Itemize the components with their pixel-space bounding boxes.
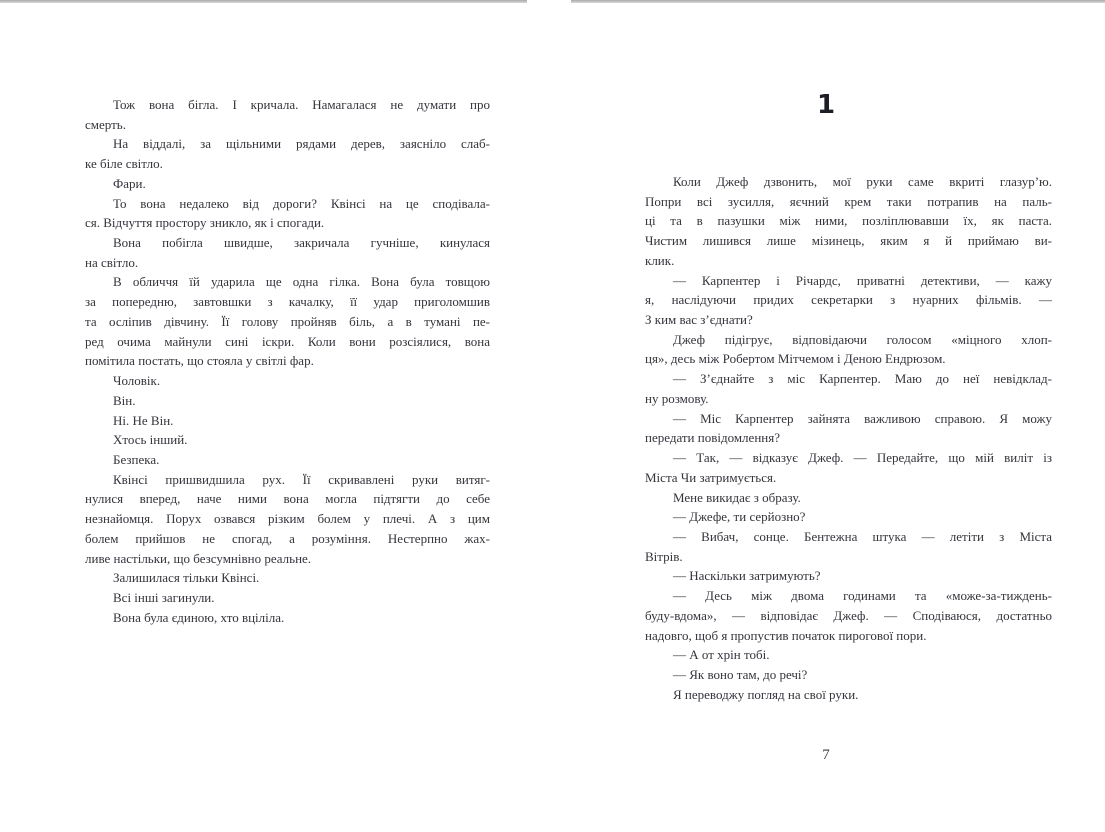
text-line: смерть. bbox=[85, 116, 126, 132]
text-line: ред очима майнули сині іскри. Коли вони розсіялися, вона bbox=[85, 333, 490, 349]
page-top-edge-right bbox=[571, 0, 1105, 3]
text-line: клик. bbox=[645, 252, 675, 268]
text-line: ке біле світло. bbox=[85, 156, 163, 172]
text-line: — Вибач, сонце. Бентежна штука — летіти з Міста bbox=[673, 528, 1052, 544]
text-line: — Міс Карпентер зайнята важливою справою. Я можу bbox=[673, 410, 1052, 426]
text-line: болем прийшов не спогад, а розуміння. Нестерпно жах- bbox=[85, 530, 490, 546]
text-line: Міста Чи затримується. bbox=[645, 469, 777, 485]
text-line: передати повідомлення? bbox=[645, 430, 780, 446]
text-line: ці та в пазушки між ними, позліплювавши їх, як паста. bbox=[645, 213, 1052, 229]
text-line: Вона була єдиною, хто вціліла. bbox=[113, 609, 285, 625]
text-line: Всі інші загинули. bbox=[113, 589, 215, 605]
right-page-text bbox=[645, 172, 1052, 704]
text-line: Він. bbox=[113, 392, 136, 408]
text-line: В обличчя їй ударила ще одна гілка. Вона була товщою bbox=[113, 274, 490, 290]
page-top-edge-left bbox=[0, 0, 527, 3]
text-line: Попри всі зусилля, яєчний крем таки потрапив на паль- bbox=[645, 193, 1052, 209]
text-line: нулися вперед, наче ними вона могла підтягти до себе bbox=[85, 491, 490, 507]
text-line: Тож вона бігла. І кричала. Намагалася не думати про bbox=[113, 97, 490, 112]
text-line: То вона недалеко від дороги? Квінсі на це сподівала- bbox=[113, 195, 490, 211]
text-line: Я переводжу погляд на свої руки. bbox=[673, 686, 859, 702]
text-line: Фари. bbox=[113, 175, 146, 191]
text-line: Хтось інший. bbox=[113, 432, 188, 448]
text-line: З ким вас з’єднати? bbox=[645, 312, 753, 328]
text-line: — Джефе, ти серйозно? bbox=[673, 509, 806, 525]
text-line: — А от хрін тобі. bbox=[673, 647, 770, 663]
text-line: Коли Джеф дзвонить, мої руки саме вкриті глазур’ю. bbox=[673, 174, 1052, 189]
text-line: ця», десь між Робертом Мітчемом і Деною Ендрюзом. bbox=[645, 351, 946, 367]
text-line: я, наслідуючи придих секретарки з нуарних фільмів. — bbox=[645, 292, 1052, 308]
left-page-text bbox=[85, 95, 490, 627]
text-line: на світло. bbox=[85, 254, 139, 270]
text-line: — Як воно там, до речі? bbox=[673, 666, 808, 682]
text-line: На віддалі, за щільними рядами дерев, заясніло слаб- bbox=[113, 136, 490, 152]
text-line: Квінсі пришвидшила рух. Її скривавлені руки витяг- bbox=[113, 471, 490, 487]
chapter-heading: 1 bbox=[816, 90, 836, 120]
text-line: — Десь між двома годинами та «може-за-тиждень- bbox=[673, 588, 1052, 604]
text-line: помітила постать, що стояла у світлі фар. bbox=[85, 353, 314, 369]
text-line: — З’єднайте з міс Карпентер. Маю до неї невідклад- bbox=[673, 371, 1052, 387]
page-number: 7 bbox=[822, 747, 830, 763]
text-line: — Карпентер і Річардс, приватні детективи, — кажу bbox=[673, 272, 1052, 288]
text-line: Чоловік. bbox=[113, 373, 161, 389]
text-line: Мене викидає з образу. bbox=[673, 489, 801, 505]
text-line: ся. Відчуття простору зникло, як і спогади. bbox=[85, 215, 325, 231]
text-line: — Наскільки затримують? bbox=[673, 568, 821, 584]
text-line: Чистим лишився лише мізинець, яким я й приймаю ви- bbox=[645, 233, 1052, 249]
text-line: — Так, — відказує Джеф. — Передайте, що мій виліт із bbox=[673, 450, 1052, 466]
text-line: Безпека. bbox=[113, 451, 160, 467]
text-line: буду-вдома», — відповідає Джеф. — Сподіваюся, достатньо bbox=[645, 607, 1052, 623]
text-line: та осліпив дівчину. Її голову пройняв біль, а в тумані пе- bbox=[85, 313, 490, 329]
text-line: Залишилася тільки Квінсі. bbox=[113, 570, 260, 586]
text-line: незнайомця. Порух озвався різким болем у плечі. А з цим bbox=[85, 511, 490, 527]
text-line: ливе настільки, що безсумнівно реальне. bbox=[85, 550, 312, 566]
text-line: Вона побігла швидше, закричала гучніше, кинулася bbox=[113, 235, 490, 251]
text-line: ну розмову. bbox=[645, 390, 709, 406]
text-line: Ні. Не Він. bbox=[113, 412, 174, 428]
text-line: за попередню, завтовшки з качалку, її удар приголомшив bbox=[85, 294, 490, 310]
text-line: Джеф підігрує, відповідаючи голосом «міцного хлоп- bbox=[673, 331, 1052, 347]
text-line: Вітрів. bbox=[645, 548, 683, 564]
text-line: надовго, щоб я пропустив початок пирогової пори. bbox=[645, 627, 927, 643]
